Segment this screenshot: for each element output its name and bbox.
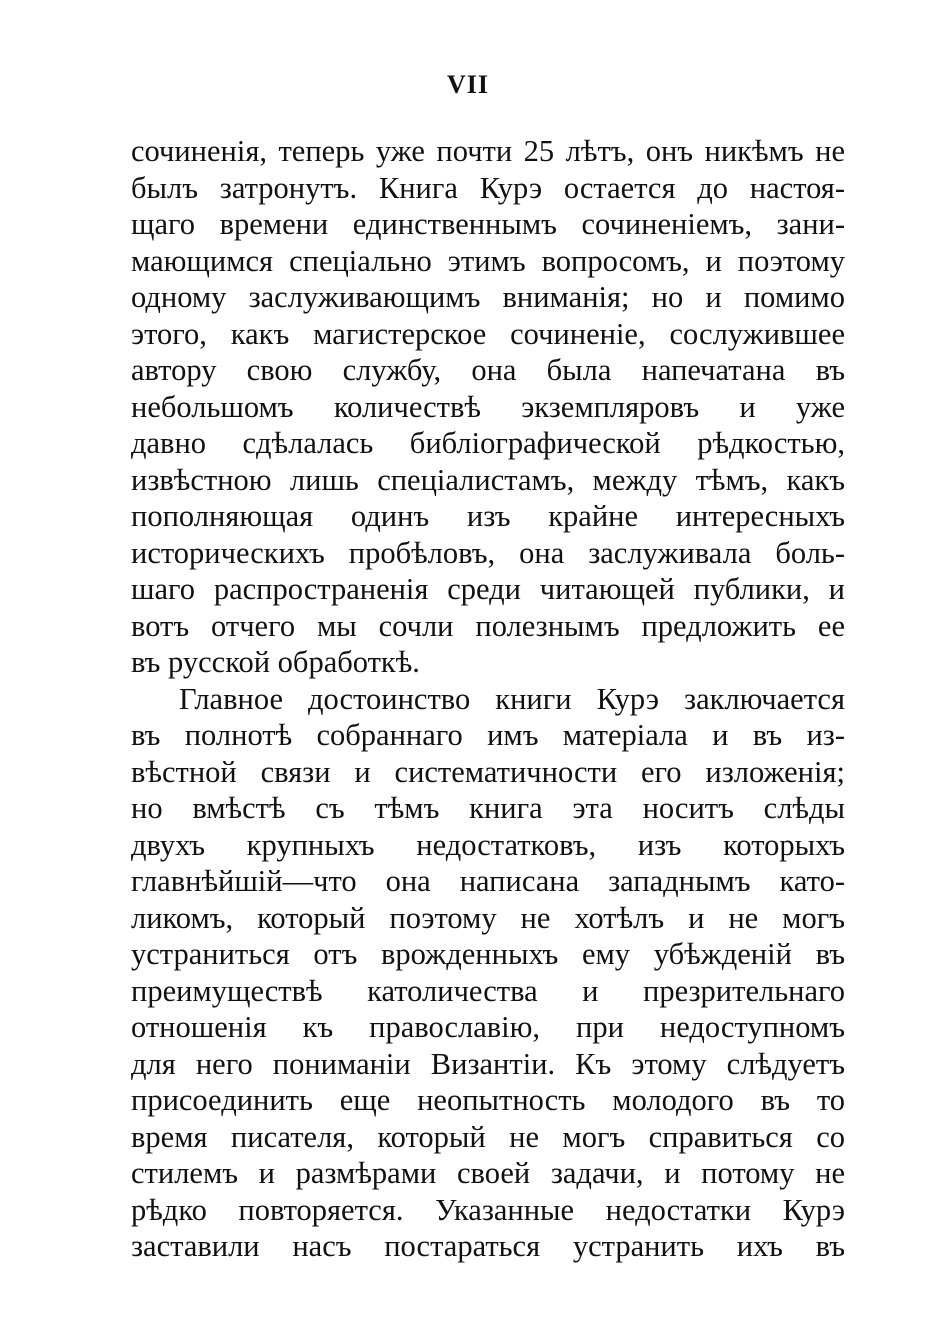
text-line: рѣдко повторяется. Указанные недостатки Курэ [131, 1192, 845, 1227]
text-line: присоединить еще неопытность молодого въ то [131, 1083, 845, 1117]
paragraph-2 [131, 681, 845, 1265]
text-line: шаго распространенія среди читающей публики, и [131, 572, 845, 606]
text-line: двухъ крупныхъ недостатковъ, изъ которыхъ [131, 827, 845, 862]
text-line: для него пониманіи Византіи. Къ этому слѣдуетъ [131, 1046, 845, 1081]
text-line: одному заслуживающимъ вниманія; но и помимо [131, 280, 845, 314]
text-line: отношенія къ православію, при недоступномъ [131, 1010, 845, 1044]
text-line: мающимся спеціально этимъ вопросомъ, и поэтому [131, 243, 845, 278]
text-line: былъ затронутъ. Книга Курэ остается до настоя- [131, 170, 845, 205]
text-line: преимуществѣ католичества и презрительнаго [131, 973, 845, 1008]
text-line: время писателя, который не могъ справиться со [131, 1119, 845, 1154]
text-line: автору свою службу, она была напечатана въ [131, 353, 845, 387]
text-line: въ полнотѣ собраннаго имъ матеріала и въ из- [131, 718, 845, 752]
text-line: ликомъ, который поэтому не хотѣлъ и не могъ [131, 900, 845, 935]
text-line: стилемъ и размѣрами своей задачи, и потому не [131, 1156, 845, 1190]
text-line: вѣстной связи и систематичности его изложенія; [131, 754, 845, 789]
text-line: главнѣйшій—что она написана западнымъ като- [131, 864, 845, 898]
text-line: пополняющая одинъ изъ крайне интересныхъ [131, 499, 845, 533]
text-line: вотъ отчего мы сочли полезнымъ предложить ее [131, 608, 845, 643]
text-line: сочиненія, теперь уже почти 25 лѣтъ, онъ никѣмъ не [131, 134, 845, 168]
text-line: но вмѣстѣ съ тѣмъ книга эта носитъ слѣды [131, 791, 845, 825]
text-line: Главное достоинство книги Курэ заключается [179, 681, 845, 716]
text-line: этого, какъ магистерское сочиненіе, сослужившее [131, 316, 845, 351]
text-line: историческихъ пробѣловъ, она заслуживала боль- [131, 535, 845, 570]
text-line: устраниться отъ врожденныхъ ему убѣжденій въ [131, 937, 845, 971]
text-body [131, 133, 845, 1265]
text-line: заставили насъ постараться устранить ихъ въ [131, 1229, 845, 1263]
page-number: VII [446, 70, 489, 99]
text-line: давно сдѣлалась библіографической рѣдкостью, [131, 426, 845, 460]
text-line: извѣстною лишь спеціалистамъ, между тѣмъ, какъ [131, 462, 845, 497]
text-line: въ русской обработкѣ. [131, 645, 420, 679]
text-line: небольшомъ количествѣ экземпляровъ и уже [131, 389, 845, 424]
text-line: щаго времени единственнымъ сочиненіемъ, зани- [131, 207, 845, 241]
paragraph-1 [131, 133, 845, 681]
